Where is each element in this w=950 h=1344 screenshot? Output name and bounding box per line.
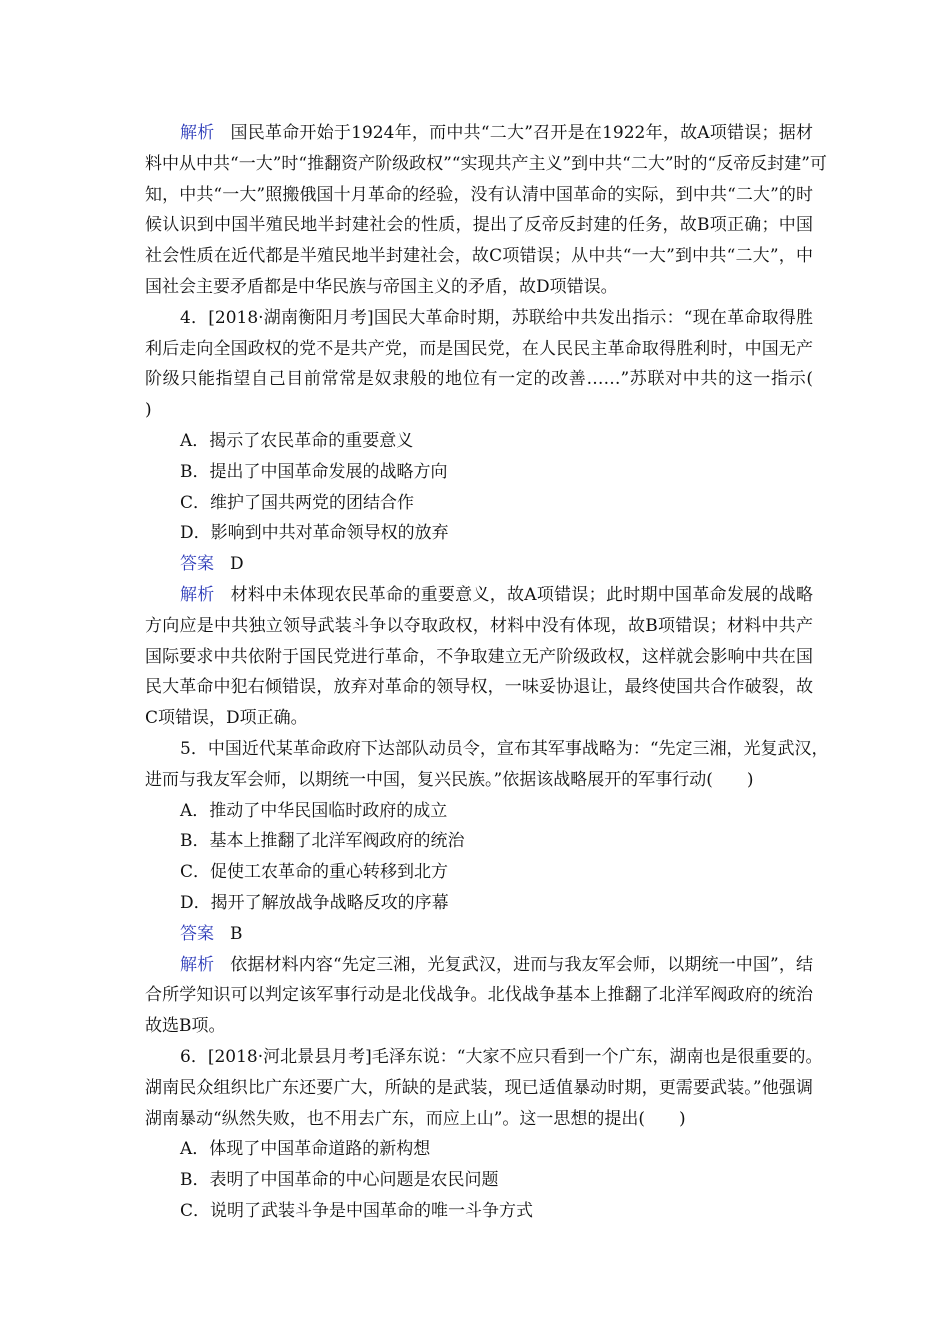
answer-label: 答案 — [180, 554, 214, 575]
question-stem-line: 4．[2018·湖南衡阳月考]国民大革命时期，苏联给中共发出指示：“现在革命取得胜 — [180, 307, 813, 328]
analysis-line: 合所学知识可以判定该军事行动是北伐战争。北伐战争基本上推翻了北洋军阀政府的统治 — [145, 985, 813, 1006]
analysis-line: 解析 国民革命开始于1924年，而中共“二大”召开是在1922年，故A项错误；据材 — [180, 123, 814, 143]
question-stem-line: 利后走向全国政权的党不是共产党，而是国民党，在人民民主革命取得胜利时，中国无产 — [145, 338, 813, 359]
analysis-line: 知，中共“一大”照搬俄国十月革命的经验，没有认清中国革命的实际，到中共“二大”的时 — [145, 184, 813, 205]
analysis-line: C项错误，D项正确。 — [145, 708, 308, 729]
question-stem-line: 湖南暴动“纵然失败，也不用去广东，而应上山”。这一思想的提出( ) — [145, 1108, 686, 1129]
answer-line — [145, 549, 813, 580]
option-a: A．揭示了农民革命的重要意义 — [180, 430, 414, 451]
answer-line — [145, 919, 813, 950]
analysis-label: 解析 — [180, 584, 215, 605]
analysis-line: 候认识到中国半殖民地半封建社会的性质，提出了反帝反封建的任务，故B项正确；中国 — [145, 215, 813, 236]
analysis-line: 故选B项。 — [145, 1016, 226, 1037]
document-page — [145, 118, 829, 1227]
analysis-line: 解析 依据材料内容“先定三湘，光复武汉，进而与我友军会师，以期统一中国”，结 — [180, 954, 813, 975]
option-b: B．基本上推翻了北洋军阀政府的统治 — [180, 831, 465, 852]
option-a: A．体现了中国革命道路的新构想 — [180, 1139, 431, 1160]
option-c: C．促使工农革命的重心转移到北方 — [180, 862, 449, 883]
analysis-line: 方向应是中共独立领导武装斗争以夺取政权，材料中没有体现，故B项错误；材料中共产 — [145, 615, 813, 636]
analysis-label: 解析 — [180, 954, 215, 975]
option-c: C．维护了国共两党的团结合作 — [180, 492, 415, 513]
analysis-line: 民大革命中犯右倾错误，放弃对革命的领导权，一味妥协退让，最终使国共合作破裂，故 — [145, 677, 813, 698]
option-c: C．说明了武装斗争是中国革命的唯一斗争方式 — [180, 1200, 534, 1221]
option-d: D．影响到中共对革命领导权的放弃 — [180, 523, 449, 544]
question-stem-line: 5．中国近代某革命政府下达部队动员令，宣布其军事战略为：“先定三湘，光复武汉， — [180, 738, 829, 759]
analysis-line: 社会性质在近代都是半殖民地半封建社会，故C项错误；从中共“一大”到中共“二大”，中 — [145, 246, 813, 267]
analysis-label: 解析 — [180, 123, 215, 143]
option-b: B．表明了中国革命的中心问题是农民问题 — [180, 1170, 499, 1191]
question-stem-line: 进而与我友军会师，以期统一中国，复兴民族。”依据该战略展开的军事行动( ) — [145, 769, 754, 790]
analysis-line: 国社会主要矛盾都是中华民族与帝国主义的矛盾，故D项错误。 — [145, 276, 618, 297]
answer-value: B — [230, 923, 243, 944]
question-stem-line: 6．[2018·河北景县月考]毛泽东说：“大家不应只看到一个广东，湖南也是很重要的。 — [180, 1046, 823, 1067]
question-stem-line: 阶级只能指望自己目前常常是奴隶般的地位有一定的改善……”苏联对中共的这一指示( — [145, 369, 813, 390]
question-stem-line: 湖南民众组织比广东还要广大，所缺的是武装，现已适值暴动时期，更需要武装。”他强调 — [145, 1077, 813, 1098]
analysis-line: 解析 材料中未体现农民革命的重要意义，故A项错误；此时期中国革命发展的战略 — [180, 584, 814, 605]
answer-label: 答案 — [180, 923, 214, 944]
option-d: D．揭开了解放战争战略反攻的序幕 — [180, 892, 449, 913]
answer-value: D — [230, 554, 244, 575]
analysis-line: 料中从中共“一大”时“推翻资产阶级政权”“实现共产主义”到中共“二大”时的“反帝反封建”可 — [145, 153, 827, 174]
option-a: A．推动了中华民国临时政府的成立 — [180, 800, 448, 821]
option-b: B．提出了中国革命发展的战略方向 — [180, 461, 448, 482]
analysis-line: 国际要求中共依附于国民党进行革命，不争取建立无产阶级政权，这样就会影响中共在国 — [145, 646, 813, 667]
question-stem-line: ) — [145, 400, 152, 421]
